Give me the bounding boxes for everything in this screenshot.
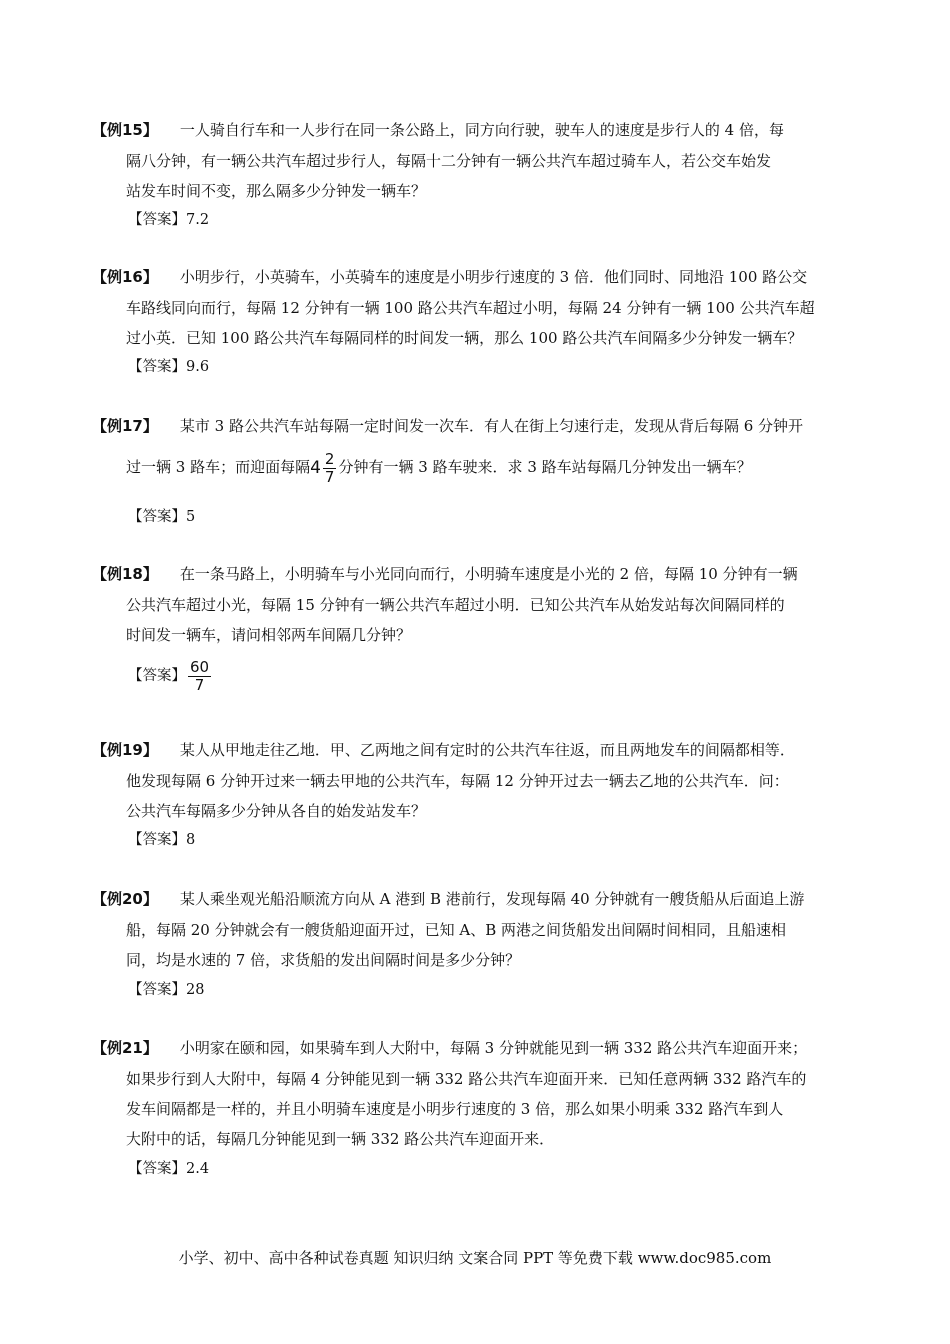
problem-line: 大附中的话，每隔几分钟能见到一辆 332 路公共汽车迎面开来． xyxy=(126,1130,555,1148)
problem-tag: 【例16】 xyxy=(92,268,158,286)
problem-line: 公共汽车每隔多少分钟从各自的始发站发车？ xyxy=(126,802,427,820)
problem-tag: 【例18】 xyxy=(92,565,158,583)
fraction: $\frac{2}{7}$ xyxy=(324,449,335,486)
problem-line: 他发现每隔 6 分钟开过来一辆去甲地的公共汽车，每隔 12 分钟开过去一辆去乙地的公共汽车．问： xyxy=(126,772,789,790)
problem-line: 如果步行到人大附中，每隔 4 分钟能见到一辆 332 路公共汽车迎面开来．已知任意两辆 332 路汽车的 xyxy=(126,1070,807,1088)
problem-tag: 【例17】 xyxy=(92,417,158,435)
problem-line: 【例21】 小明家在颐和园，如果骑车到人大附中，每隔 3 分钟就能见到一辆 332 路公共汽车迎面开来； xyxy=(92,1039,808,1057)
answer: 【答案】 $\frac{60}{7}$ xyxy=(128,657,210,694)
mixed-number-whole: 4 xyxy=(310,458,321,478)
problem-line: 隔八分钟，有一辆公共汽车超过步行人，每隔十二分钟有一辆公共汽车超过骑车人，若公交车始发 xyxy=(126,152,772,170)
answer: 【答案】28 xyxy=(128,982,205,998)
problem-line: 过小英．已知 100 路公共汽车每隔同样的时间发一辆，那么 100 路公共汽车间隔多少分钟发一辆车？ xyxy=(126,329,803,347)
problem-line: 【例16】 小明步行，小英骑车，小英骑车的速度是小明步行速度的 3 倍．他们同时、同地沿 100 路公交 xyxy=(92,268,808,286)
problem-line: 站发车时间不变，那么隔多少分钟发一辆车？ xyxy=(126,182,427,200)
problem-line: 时间发一辆车，请问相邻两车间隔几分钟？ xyxy=(126,626,412,644)
problem-line: 过一辆 3 路车；而迎面每隔4 $\frac{2}{7}$ 分钟有一辆 3 路车驶来．求 3 路车站每隔几分钟发出一辆车？ xyxy=(126,449,752,486)
fraction: $\frac{60}{7}$ xyxy=(190,657,210,694)
answer: 【答案】8 xyxy=(128,832,196,848)
answer: 【答案】5 xyxy=(128,509,196,525)
problem-line: 同，均是水速的 7 倍，求货船的发出间隔时间是多少分钟？ xyxy=(126,951,521,969)
problem-line: 发车间隔都是一样的，并且小明骑车速度是小明步行速度的 3 倍，那么如果小明乘 332 路汽车到人 xyxy=(126,1100,784,1118)
problem-line: 车路线同向而行，每隔 12 分钟有一辆 100 路公共汽车超过小明，每隔 24 分钟有一辆 100 公共汽车超 xyxy=(126,299,815,317)
page-footer: 小学、初中、高中各种试卷真题 知识归纳 文案合同 PPT 等免费下载 www.doc985.com xyxy=(178,1249,772,1267)
problem-tag: 【例21】 xyxy=(92,1039,158,1057)
problem-line: 【例17】 某市 3 路公共汽车站每隔一定时间发一次车．有人在街上匀速行走，发现从背后每隔 6 分钟开 xyxy=(92,417,804,435)
problem-tag: 【例15】 xyxy=(92,121,158,139)
problem-line: 【例20】 某人乘坐观光船沿顺流方向从 A 港到 B 港前行，发现每隔 40 分钟就有一艘货船从后面追上游 xyxy=(92,890,805,908)
problem-line: 船，每隔 20 分钟就会有一艘货船迎面开过，已知 A、B 两港之间货船发出间隔时间相同，且船速相 xyxy=(126,921,787,939)
answer: 【答案】9.6 xyxy=(128,359,210,375)
problem-tag: 【例19】 xyxy=(92,741,158,759)
problem-line: 【例15】 一人骑自行车和一人步行在同一条公路上，同方向行驶，驶车人的速度是步行人的 4 倍，每 xyxy=(92,121,784,139)
problem-line: 公共汽车超过小光，每隔 15 分钟有一辆公共汽车超过小明．已知公共汽车从始发站每次间隔同样的 xyxy=(126,596,785,614)
problem-line: 【例18】 在一条马路上，小明骑车与小光同向而行，小明骑车速度是小光的 2 倍，每隔 10 分钟有一辆 xyxy=(92,565,798,583)
problem-tag: 【例20】 xyxy=(92,890,158,908)
answer: 【答案】2.4 xyxy=(128,1161,210,1177)
answer: 【答案】7.2 xyxy=(128,212,210,228)
problem-line: 【例19】 某人从甲地走往乙地．甲、乙两地之间有定时的公共汽车往返，而且两地发车的间隔都相等． xyxy=(92,741,795,759)
